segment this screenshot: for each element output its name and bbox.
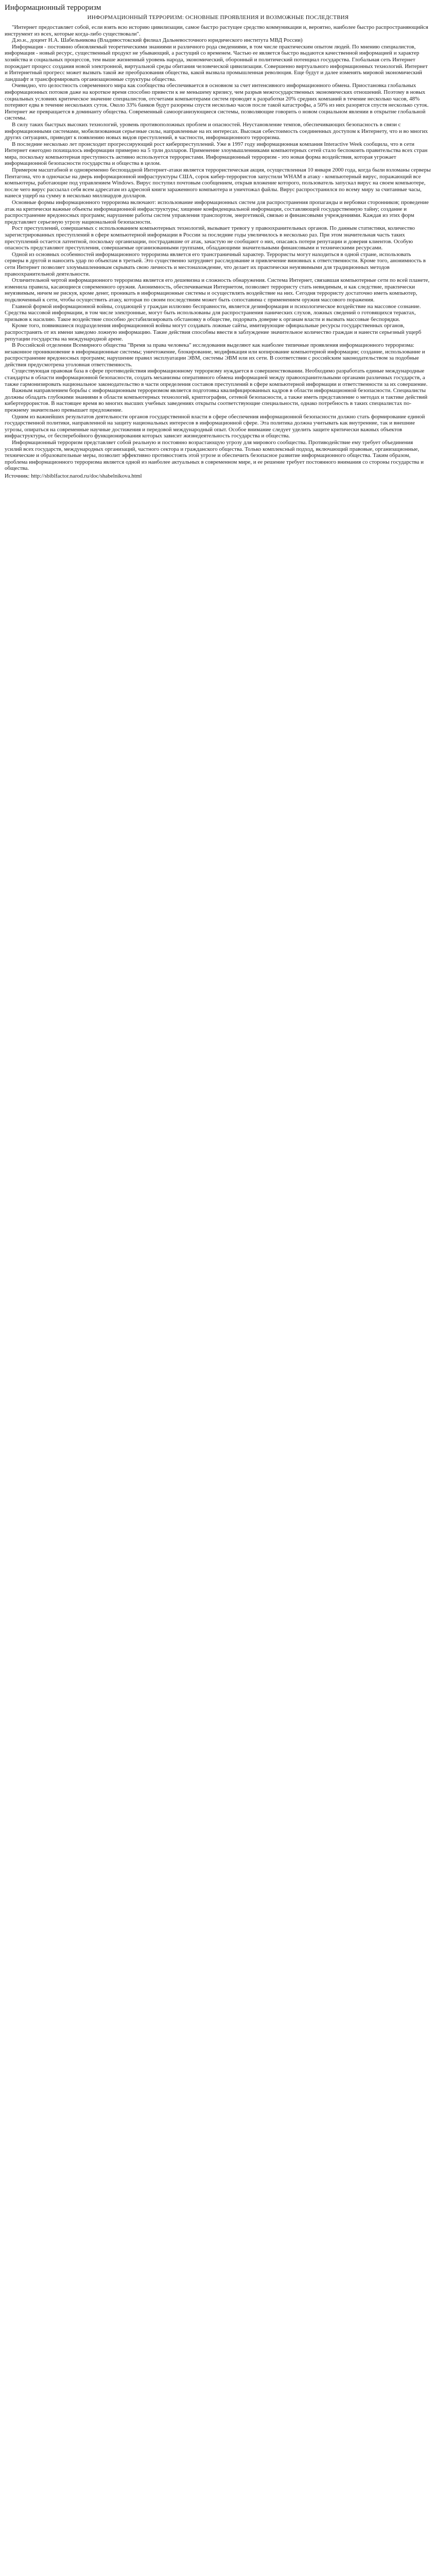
article-paragraph: "Интернет предоставляет собой, если взять всю историю цивилизации, самое быстро растущее средство коммуникации и, вероятно, наиболее быстро распространяющийся инструмент из всех, которые когда-либо существовали". <box>5 24 428 37</box>
article-heading: ИНФОРМАЦИОННЫЙ ТЕРРОРИЗМ: ОСНОВНЫЕ ПРОЯВЛЕНИЯ И ВОЗМОЖНЫЕ ПОСЛЕДСТВИЯ <box>87 14 349 21</box>
article-paragraph: Главной формой информационной войны, создающей у граждан иллюзию бесправности, является дезинформация и психологическое воздействие на массовое сознание. Средства массовой информации, в том числе электронные, могут быть использованы для распространения панических слухов, ложных сведений о готовящихся терактах, призывов к насилию. Такое воздействие способно дестабилизировать обстановку в обществе, подорвать доверие к органам власти и вызвать массовые беспорядки. <box>5 303 421 323</box>
article-paragraph: Д.ю.н., доцент Н.А. Шабельникова (Владивостокский филиал Дальневосточного юридического института МВД России) <box>12 37 303 44</box>
article-paragraph: В силу таких быстрых высоких технологий, уровень противоположных проблем и опасностей. Неустановление темпов, обеспечивающих безопасность в связи с информационными системами, мобилизованная серьезные силы, направленные на их интересах. Высокая себестоимость соединенных доступом к Интернету, что и во многих других ситуациях, приводят к появлению новых видов преступлений, в частности, информационного терроризма. <box>5 121 428 141</box>
article-paragraph: Примером масштабной и одновременно беспощадной Интернет-атаки является террористическая акция, осуществленная 10 января 2000 года, когда были взломаны серверы Пентагона, что в одночасье на дверь информационной инфраструктуры США, сорок кибер-террористов запустили WHAM в атаку - компьютерный вирус, поражающий все компьютеры, работающие под управлением Windows. Вирус поступил почтовым сообщением, открыв вложение которого, пользователь запускал вирус на своем компьютере, после чего вирус рассылал себя всем адресатам из адресной книги зараженного компьютера и уничтожал файлы. Вирус распространился по всему миру за считанные часы, нанеся ущерб на сумму в несколько миллиардов долларов. <box>5 167 431 199</box>
article-paragraph: Кроме того, появившиеся подразделения информационной войны могут создавать ложные сайты, имитирующие официальные ресурсы государственных органов, распространять от их имени заведомо ложную информацию. Такие действия способны ввести в заблуждение значительное количество граждан и нанести серьезный ущерб репутации государства на международной арене. <box>5 323 422 342</box>
article-paragraph: Информация - постоянно обновляемый теоретическими знаниями и различного рода сведениями, в том числе практическим опытом людей. По мнению специалистов, информация - новый ресурс, существенный продукт не убывающий, а растущий со временем. Частью ее является быстро выдаются качественной информацией и характер хозяйства и социальных процессов, тем выше жизненный уровень народа, экономический, оборонный и политический потенциал государства. Глобальная сеть Интернет порождает процесс создания новой электронной, виртуальной среды обитания человеческой цивилизации. Совершенно виртуального информационных технологий. Интернет и Интернетный прогресс может вызвать такой же преобразования общества, какой вызвала промышленная революция. Еще будут и далее изменять мировой экономический ландшафт и трансформировать организационные структуры общества. <box>5 43 428 82</box>
article-paragraph: Отличительной чертой информационного терроризма является его дешевизна и сложность обнаружения. Система Интернет, связавшая компьютерные сети по всей планете, изменила правила, касающиеся современного оружия. Анонимность, обеспечиваемая Интернетом, позволяет террористу стать невидимым, и как следствие, практически неуязвимым, ничем не рискуя, кроме денег, проникать в информационные системы и осуществлять воздействие на них. Сегодня террористу достаточно иметь компьютер, подключенный к сети, чтобы осуществить атаку, которая по своим последствиям может быть сопоставима с применением оружия массового поражения. <box>5 277 430 303</box>
article-paragraph: Рост преступлений, совершаемых с использованием компьютерных технологий, вызывает тревогу у правоохранительных органов. По данным статистики, количество зарегистрированных преступлений в сфере компьютерной информации в России за последние годы увеличилось в несколько раз. При этом значительная часть таких преступлений остается латентной, поскольку организации, пострадавшие от атак, зачастую не сообщают о них, опасаясь потери репутации и доверия клиентов. Особую опасность представляют преступления, совершаемые организованными группами, обладающими значительными финансовыми и техническими ресурсами. <box>5 225 415 251</box>
source-link[interactable]: http://sbiblfactor.narod.ru/doc/shabelnikova.html <box>31 472 142 479</box>
article-paragraph: Существующая правовая база в сфере противодействия информационному терроризму нуждается в совершенствовании. Необходимо разработать единые международные стандарты в области информационной безопасности, создать механизмы оперативного обмена информацией между правоохранительными органами различных государств, а также гармонизировать национальное законодательство в части определения составов преступлений в сфере компьютерной информации и ответственности за их совершение. <box>5 368 428 387</box>
page-title: Информационный терроризм <box>5 4 101 12</box>
article-paragraph: Одной из основных особенностей информационного терроризма является его трансграничный характер. Террористы могут находиться в одной стране, использовать серверы в другой и наносить удар по объектам в третьей. Это существенно затрудняет расследование и привлечение виновных к ответственности. Кроме того, анонимность в сети Интернет позволяет злоумышленникам скрывать свою личность и местонахождение, что делает их практически неуязвимыми для традиционных методов правоохранительной деятельности. <box>5 251 426 277</box>
source-label: Источник: <box>5 472 30 479</box>
article-paragraph: Информационный терроризм представляет собой реальную и постоянно возрастающую угрозу для мирового сообщества. Противодействие ему требует объединения усилий всех государств, международных организаций, частного сектора и гражданского общества. Только комплексный подход, включающий правовые, организационные, технические и образовательные меры, позволит эффективно противостоять этой угрозе и обеспечить безопасное развитие информационного общества. Таким образом, проблема информационного терроризма является одной из наиболее актуальных в современном мире, и ее решение требует постоянного внимания со стороны государства и общества. <box>5 439 424 472</box>
article-paragraph: Одним из важнейших результатов деятельности органов государственной власти в сфере обеспечения информационной безопасности должно стать формирование единой государственной политики, направленной на защиту национальных интересов в информационной сфере. Эта политика должна учитывать как внутренние, так и внешние угрозы, опираться на современные научные достижения и передовой международный опыт. Особое внимание следует уделить защите критически важных объектов инфраструктуры, от бесперебойного функционирования которых зависит жизнедеятельность государства и общества. <box>5 413 425 439</box>
article-paragraph: В последние несколько лет происходит прогрессирующий рост киберпреступлений. Уже в 1997 году информационная компания Interactive Week сообщила, что в сети Интернет ежегодно похищалось информации примерно на 5 трлн долларов. Применение злоумышленниками компьютерных сетей стало беспокоить правительства всех стран мира, поскольку компьютерная преступность активно используется террористами. Информационный терроризм - это новая форма воздействия, которая угрожает информационной безопасности государства и общества в целом. <box>5 141 428 167</box>
article-body <box>5 24 431 472</box>
article-paragraph: Очевидно, что целостность современного мира как сообщества обеспечивается в основном за счет интенсивного информационного обмена. Приостановка глобальных информационных потоков даже на короткое время способно привести к не меньшему кризису, чем разрыв межгосударственных экономических отношений. Поэтому в новых социальных условиях критическое значение специалистов, отсчетами компьютерами систем проводят к разработки 20% средних компаний в течение несколько часов, 48% потеряют едва в течение нескольких суток. Около 33% банков будут разорены спустя несколько часов после такой катастрофы, а 50% из них разорятся спустя несколько суток. Интернет же превращается в доминанту общества. Современный самоорганизующиеся системы, позволяющие говорить о новом социальном явлении в открытие глобальной системы. <box>5 82 429 122</box>
source-line <box>5 473 431 480</box>
article-paragraph: Основные формы информационного терроризма включают: использование информационных систем для распространения пропаганды и вербовки сторонников; проведение атак на критически важные объекты информационной инфраструктуры; хищение конфиденциальной информации, составляющей государственную тайну; создание и распространение вредоносных программ; нарушение работы систем управления транспортом, энергетикой, связью и финансовыми учреждениями. Каждая из этих форм представляет серьезную угрозу национальной безопасности. <box>5 199 429 225</box>
article-paragraph: В Российской отделении Всемирного общества "Время за права человека" исследования выделяют как наиболее типичные проявления информационного терроризма: незаконное проникновение в информационные системы; уничтожение, блокирование, модификация или копирование компьютерной информации; создание, использование и распространение вредоносных программ; нарушение правил эксплуатации ЭВМ, системы ЭВМ или их сети. В соответствии с российским законодательством за подобные действия предусмотрена уголовная ответственность. <box>5 342 425 368</box>
page <box>0 0 436 485</box>
article-paragraph: Важным направлением борьбы с информационным терроризмом является подготовка квалифицированных кадров в области информационной безопасности. Специалисты должны обладать глубокими знаниями в области компьютерных технологий, криптографии, сетевой безопасности, а также иметь представление о методах и тактике действий кибертеррористов. В настоящее время во многих высших учебных заведениях открыты соответствующие специальности, однако потребность в таких специалистах по-прежнему значительно превышает предложение. <box>5 387 428 414</box>
